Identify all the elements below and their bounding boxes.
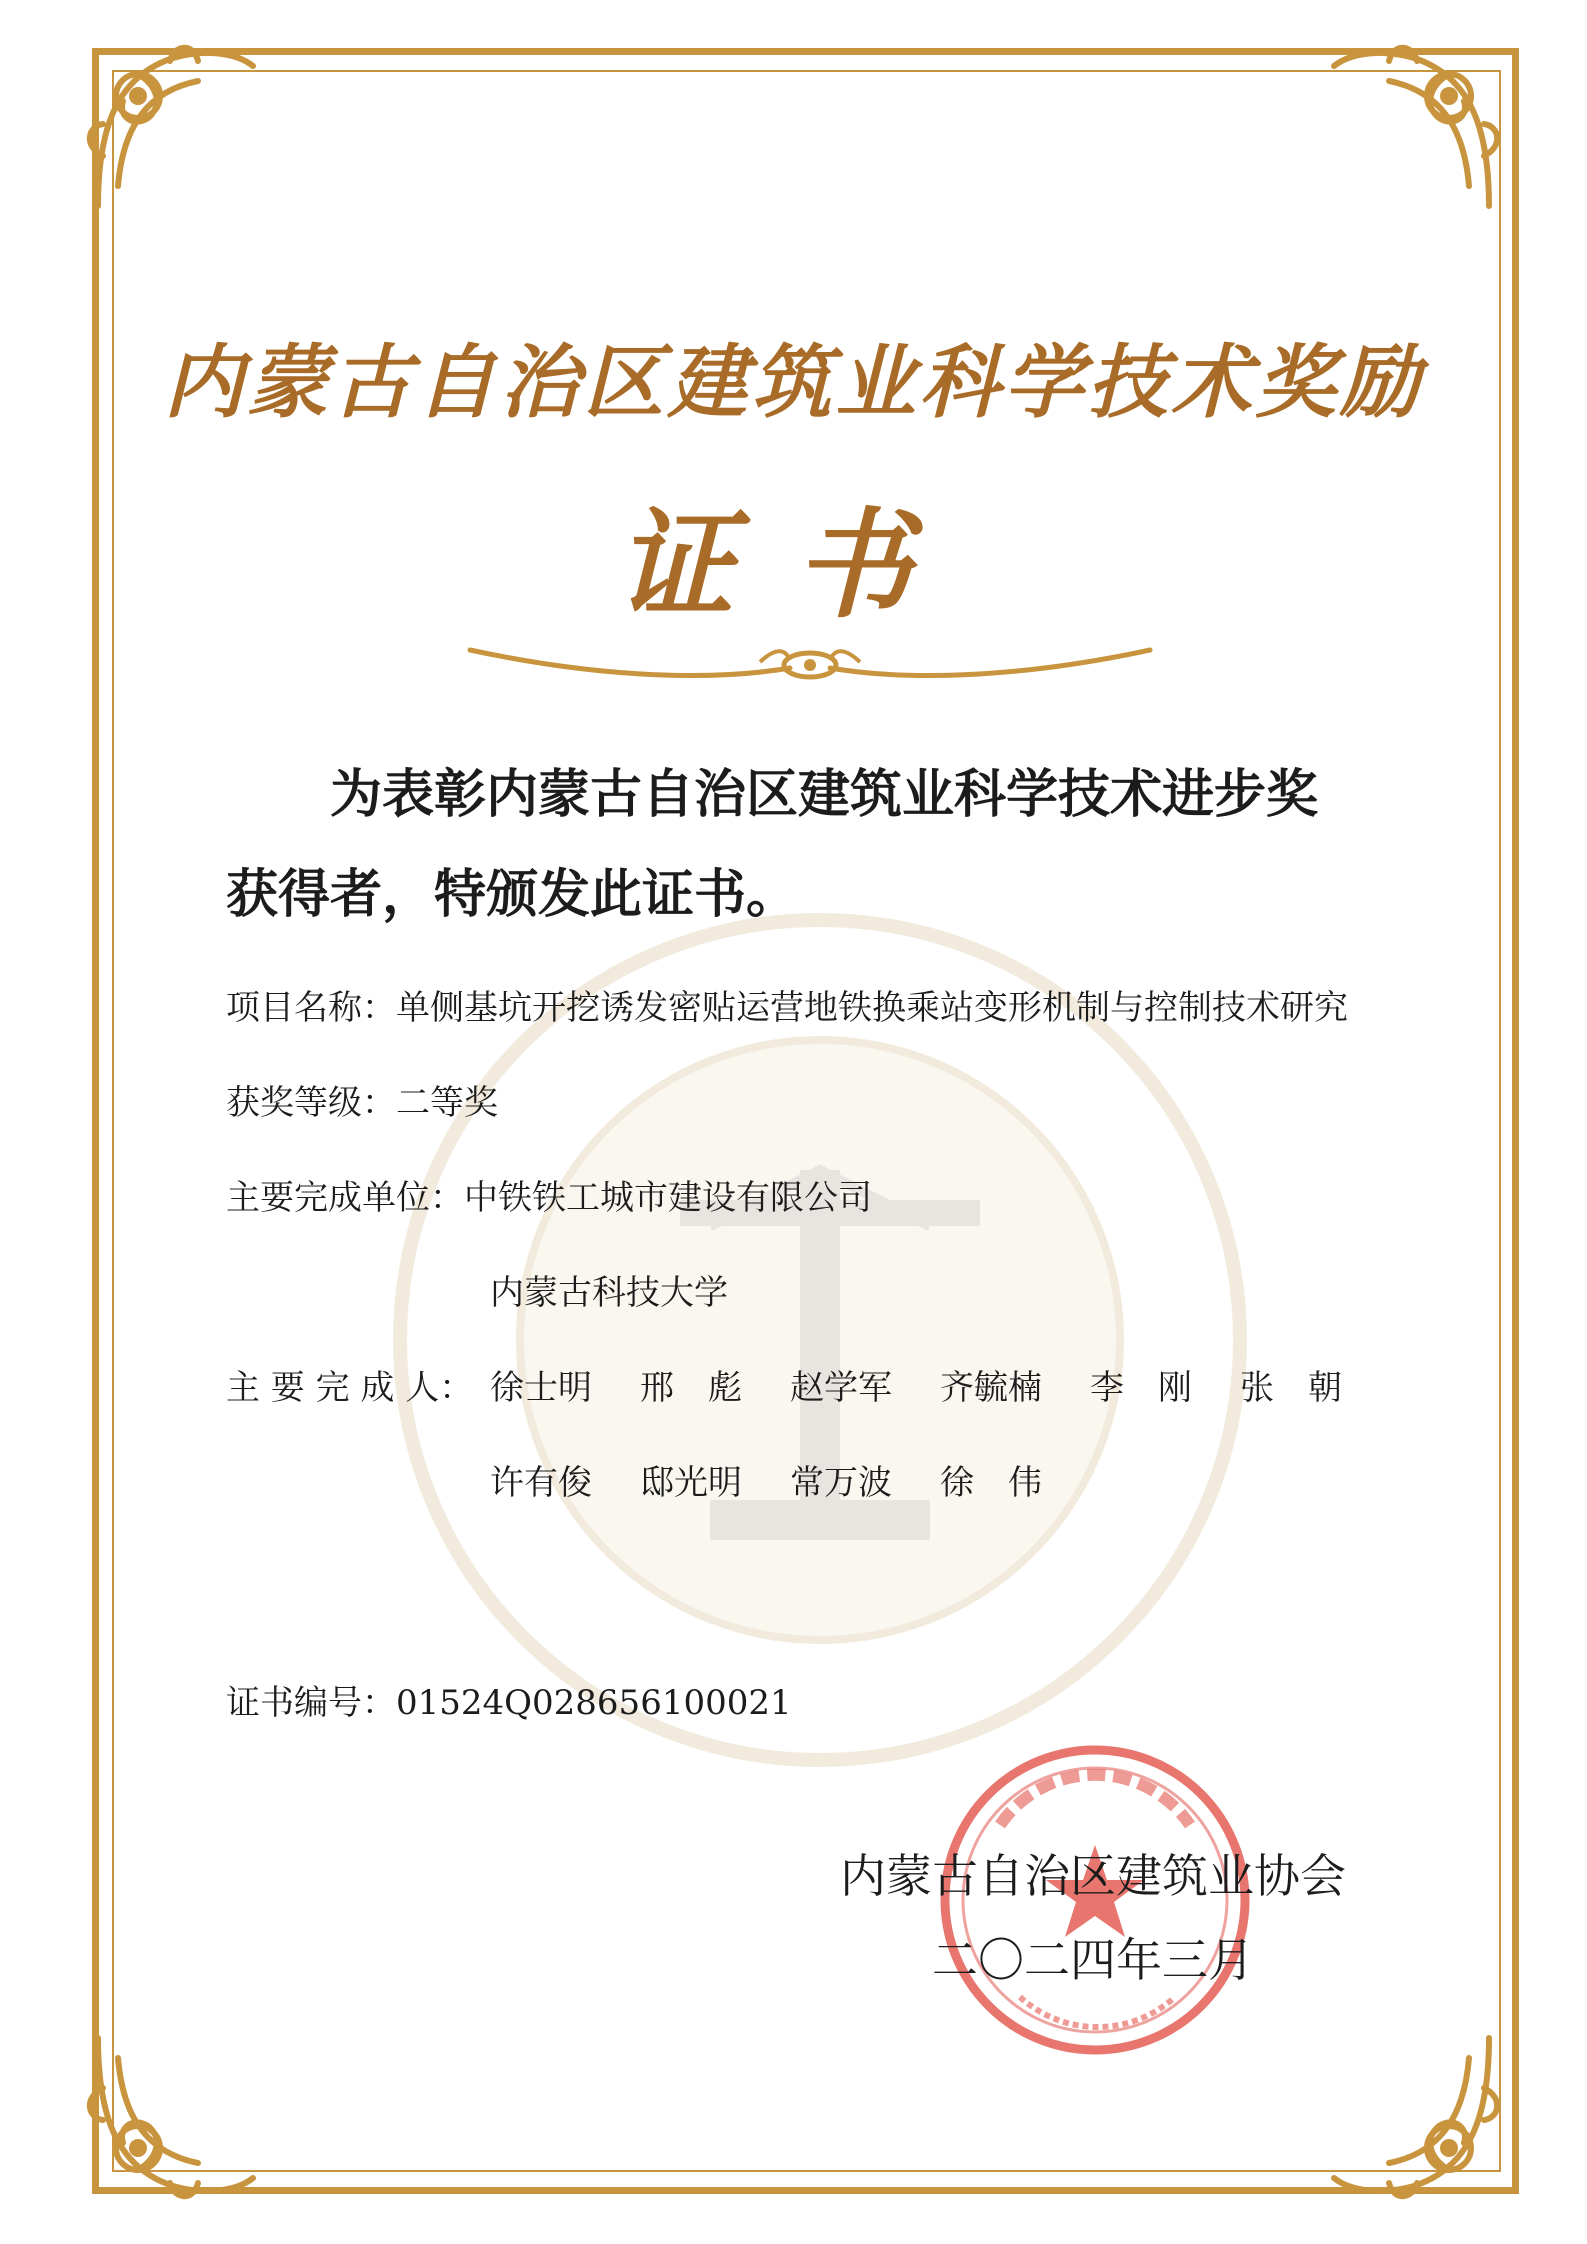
person-name: 常万波 (790, 1463, 892, 1503)
award-statement (226, 745, 1406, 945)
person-name: 徐士明 (490, 1368, 592, 1408)
person-name: 邸光明 (640, 1463, 742, 1503)
certificate-number-value: 01524Q028656100021 (396, 1683, 792, 1723)
award-statement-line1: 为表彰内蒙古自治区建筑业科学技术进步奖 (330, 764, 1319, 825)
completion-units-label: 主要完成单位： (226, 1178, 464, 1218)
certificate-number-field (226, 1675, 792, 1724)
person-name: 张 朝 (1240, 1368, 1342, 1408)
person-name: 许有俊 (490, 1463, 592, 1503)
completion-people-row1 (490, 1360, 1342, 1409)
award-statement-line2: 获得者，特颁发此证书。 (226, 864, 799, 925)
person-name: 李 刚 (1090, 1368, 1192, 1408)
award-grade-field (226, 1075, 498, 1124)
completion-people-label: 主 要 完 成 人： (226, 1368, 474, 1408)
issue-date: 二〇二四年三月 (932, 1933, 1254, 1987)
project-name-label: 项目名称： (226, 988, 396, 1028)
project-name-field (226, 980, 1348, 1029)
award-grade-label: 获奖等级： (226, 1083, 396, 1123)
award-grade-value: 二等奖 (396, 1083, 498, 1123)
corner-ornament-icon (1319, 36, 1509, 226)
person-name: 赵学军 (790, 1368, 892, 1408)
person-name: 邢 彪 (640, 1368, 742, 1408)
completion-unit-1: 中铁铁工城市建设有限公司 (464, 1178, 872, 1218)
corner-ornament-icon (1319, 2018, 1509, 2208)
project-name-value: 单侧基坑开挖诱发密贴运营地铁换乘站变形机制与控制技术研究 (396, 988, 1348, 1028)
association-emblem-watermark-icon (380, 900, 1260, 1780)
certificate-number-label: 证书编号： (226, 1683, 396, 1723)
person-name: 齐毓楠 (940, 1368, 1042, 1408)
corner-ornament-icon (78, 2018, 268, 2208)
corner-ornament-icon (78, 36, 268, 226)
completion-units-field (226, 1170, 872, 1219)
certificate-subtitle: 证书 (615, 495, 972, 634)
completion-unit-2: 内蒙古科技大学 (490, 1273, 728, 1313)
person-name: 徐 伟 (940, 1463, 1042, 1503)
completion-people-row2 (490, 1455, 1042, 1504)
certificate-title: 内蒙古自治区建筑业科学技术奖励 (163, 335, 1424, 429)
issuing-organization: 内蒙古自治区建筑业协会 (840, 1849, 1346, 1903)
title-divider-ornament-icon (460, 640, 1160, 690)
